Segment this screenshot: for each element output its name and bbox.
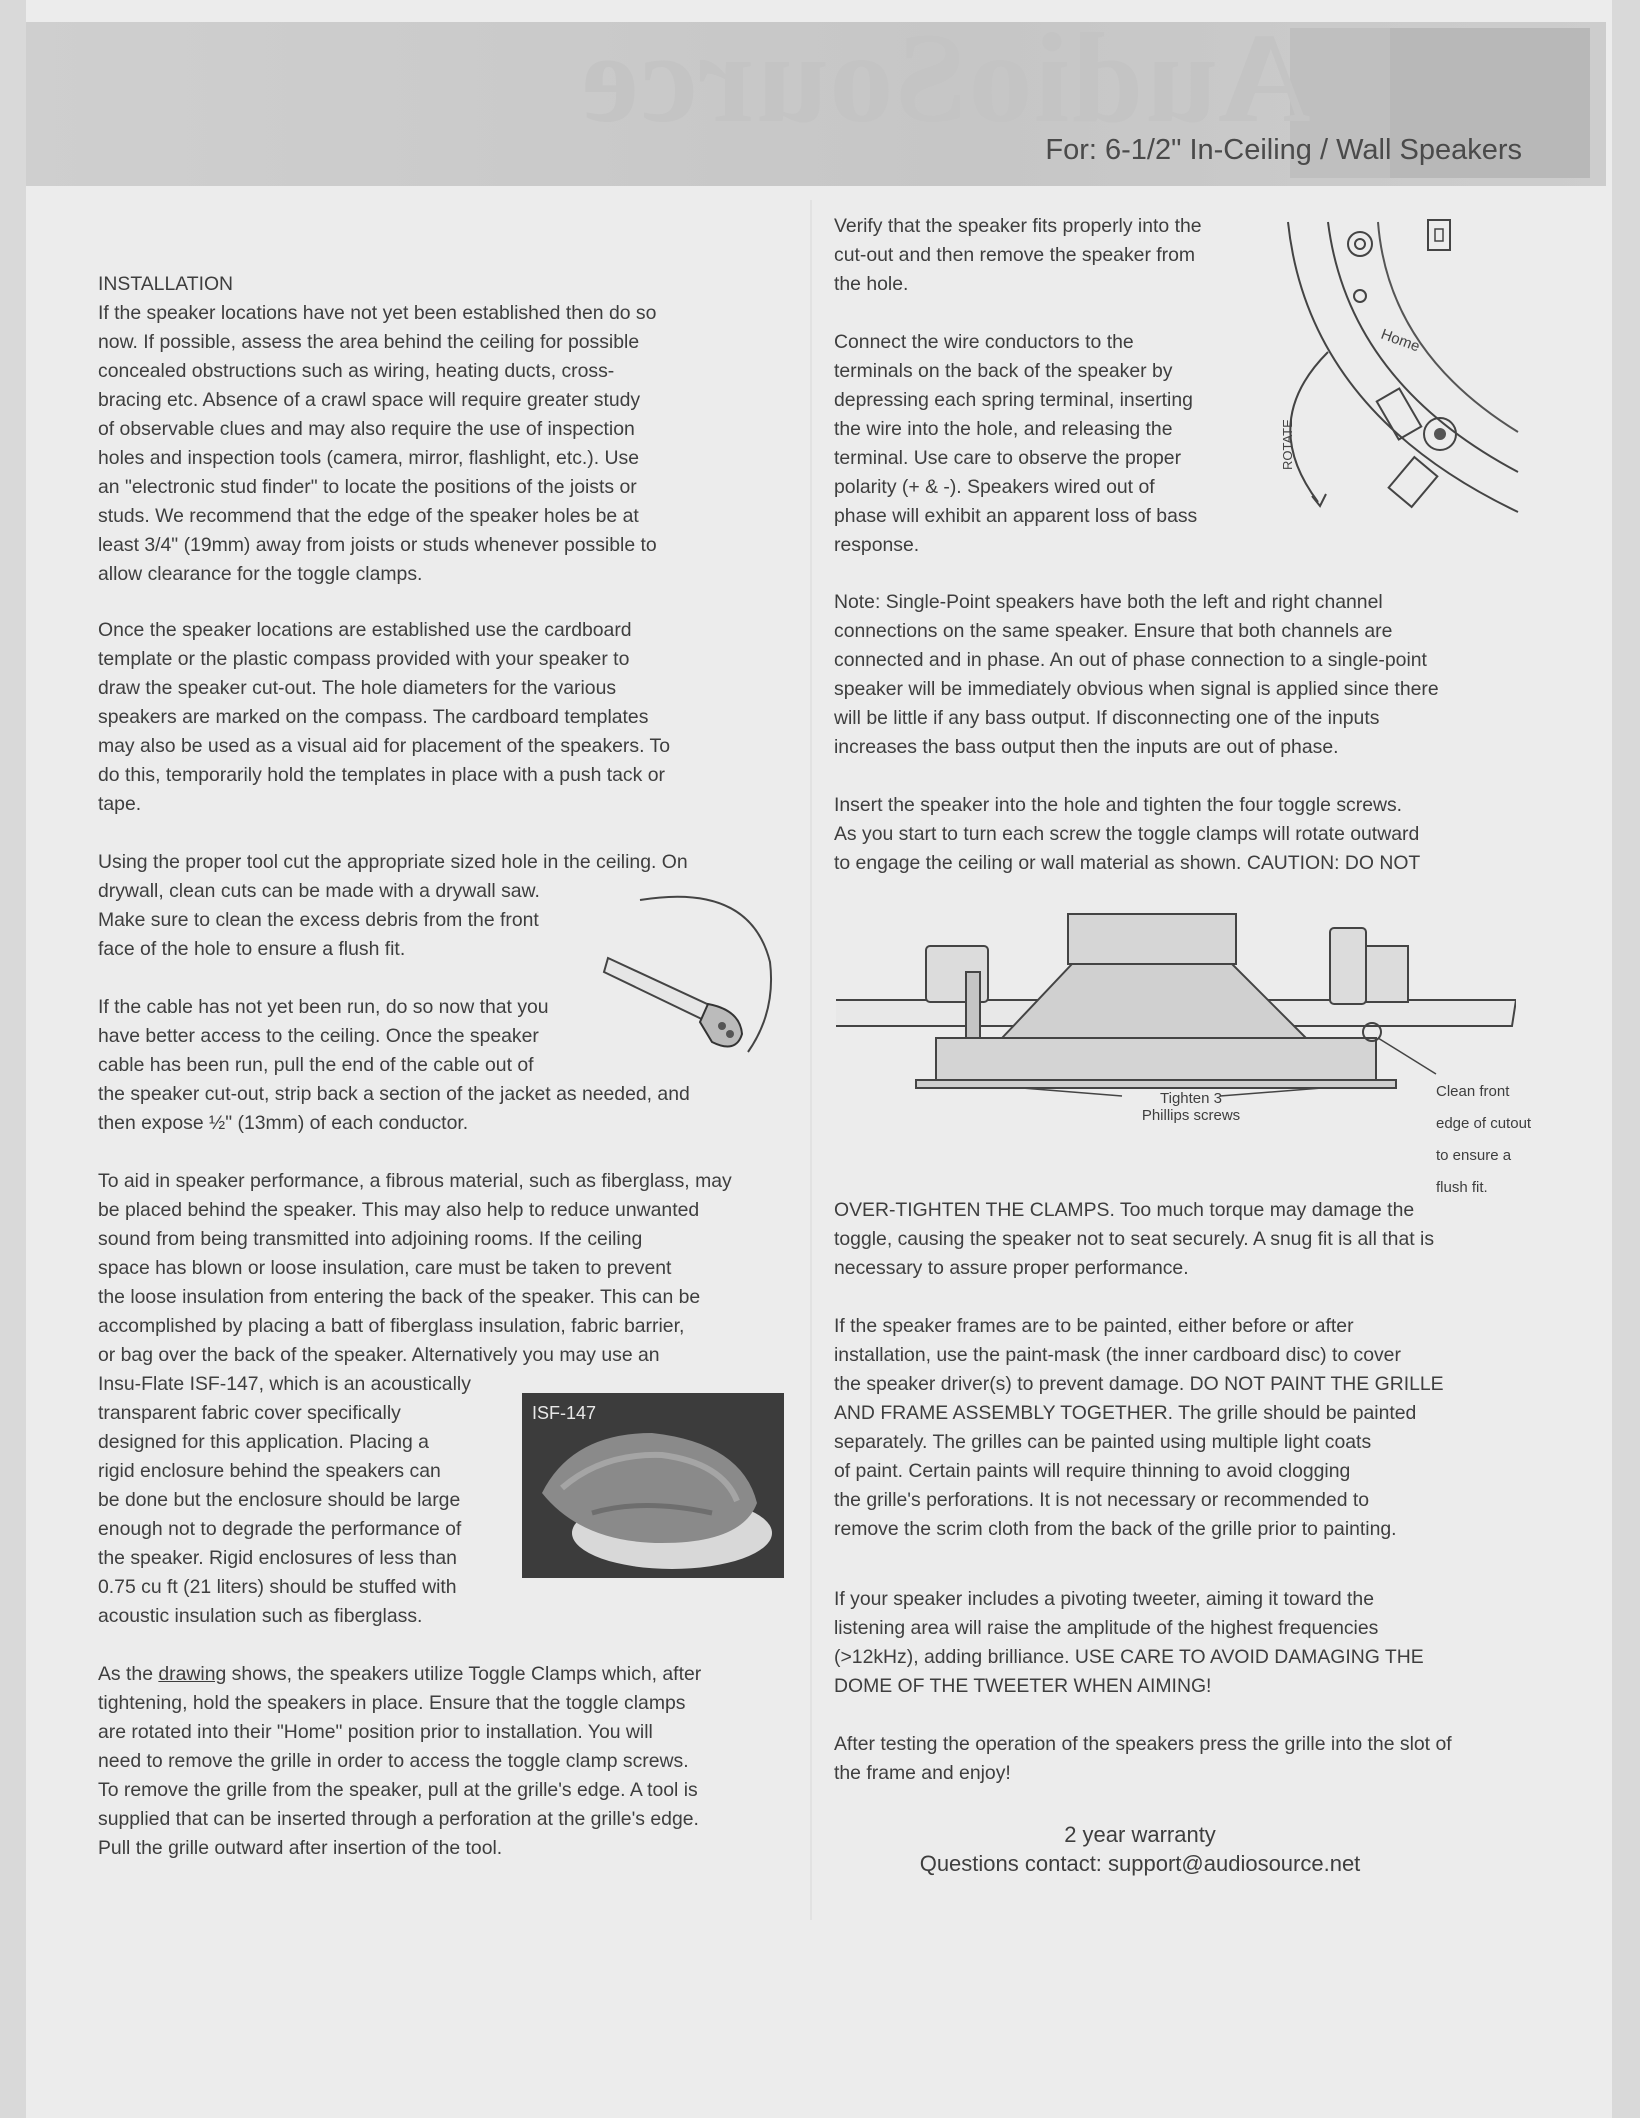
text-line: After testing the operation of the speakers press the grille into the slot of	[834, 1733, 1452, 1755]
text-line: will be little if any bass output. If disconnecting one of the inputs	[834, 707, 1380, 729]
toggle-clamp-diagram	[1268, 212, 1528, 532]
text-line: 0.75 cu ft (21 liters) should be stuffed with	[98, 1576, 457, 1598]
text-line: tape.	[98, 793, 142, 815]
diagram-label-line: flush fit.	[1436, 1179, 1488, 1196]
text-line: depressing each spring terminal, inserting	[834, 389, 1193, 411]
text-line: need to remove the grille in order to access the toggle clamp screws.	[98, 1750, 689, 1772]
text-line: Insu-Flate ISF-147, which is an acoustically	[98, 1373, 471, 1395]
paragraph-over-tighten	[834, 1196, 1434, 1283]
text-line: do this, temporarily hold the templates in place with a push tack or	[98, 764, 665, 786]
text-line: terminal. Use care to observe the proper	[834, 447, 1182, 469]
text-line: be done but the enclosure should be large	[98, 1489, 461, 1511]
paragraph-tweeter	[834, 1585, 1424, 1701]
text-line: response.	[834, 534, 920, 556]
text-line: cut-out and then remove the speaker from	[834, 244, 1196, 266]
clean-edge-label	[1436, 1068, 1531, 1211]
text-line: remove the scrim cloth from the back of the grille prior to painting.	[834, 1518, 1397, 1540]
drawing-link[interactable]: drawing	[158, 1663, 227, 1685]
photo-label: ISF-147	[532, 1403, 597, 1423]
insulation-cover-image	[522, 1393, 784, 1578]
text-line: Note: Single-Point speakers have both the left and right channel	[834, 591, 1383, 613]
page-fold	[810, 200, 812, 1920]
text-line: acoustic insulation such as fiberglass.	[98, 1605, 423, 1627]
text-line: phase will exhibit an apparent loss of bass	[834, 505, 1198, 527]
speaker-cross-section-diagram	[836, 908, 1516, 1098]
text-line: necessary to assure proper performance.	[834, 1257, 1189, 1279]
support-contact: Questions contact: support@audiosource.net	[919, 1851, 1361, 1876]
text-line: If your speaker includes a pivoting tweeter, aiming it toward the	[834, 1588, 1374, 1610]
text-line: supplied that can be inserted through a perforation at the grille's edge.	[98, 1808, 699, 1830]
text-line: have better access to the ceiling. Once the speaker	[98, 1025, 539, 1047]
paragraph-insert-speaker	[834, 791, 1420, 878]
paragraph-single-point-note	[834, 588, 1439, 762]
text-line: allow clearance for the toggle clamps.	[98, 563, 423, 585]
paragraph-toggle-clamps	[98, 1660, 701, 1863]
text-line: an "electronic stud finder" to locate the positions of the joists or	[98, 476, 637, 498]
text-line: be placed behind the speaker. This may also help to reduce unwanted	[98, 1199, 700, 1221]
text-line: AND FRAME ASSEMBLY TOGETHER. The grille should be painted	[834, 1402, 1417, 1424]
text-line: connected and in phase. An out of phase connection to a single-point	[834, 649, 1427, 671]
text-line: template or the plastic compass provided with your speaker to	[98, 648, 630, 670]
home-label: Home	[1378, 325, 1423, 356]
paragraph-painting	[834, 1312, 1444, 1544]
text-line: drywall, clean cuts can be made with a drywall saw.	[98, 880, 540, 902]
tighten-screws-label: Tighten 3 Phillips screws	[1141, 1090, 1241, 1124]
text-line: Once the speaker locations are established use the cardboard	[98, 619, 632, 641]
text-line: the grille's perforations. It is not necessary or recommended to	[834, 1489, 1370, 1511]
paragraph-wiring	[834, 328, 1197, 560]
text-line: bracing etc. Absence of a crawl space will require greater study	[98, 389, 641, 411]
paragraph-site-survey	[98, 299, 657, 589]
text-line: speaker will be immediately obvious when signal is applied since there	[834, 678, 1439, 700]
text-line: polarity (+ & -). Speakers wired out of	[834, 476, 1155, 498]
isf-147-photo	[522, 1393, 784, 1578]
diagram-label-line: to ensure a	[1436, 1147, 1512, 1164]
drawing-reference-rest: shows, the speakers utilize Toggle Clamps which, after	[226, 1663, 702, 1685]
text-line: listening area will raise the amplitude of the highest frequencies	[834, 1617, 1379, 1639]
text-line: installation, use the paint-mask (the inner cardboard disc) to cover	[834, 1344, 1401, 1366]
text-line: cable has been run, pull the end of the cable out of	[98, 1054, 534, 1076]
text-line: Pull the grille outward after insertion of the tool.	[98, 1837, 503, 1859]
text-line: the speaker driver(s) to prevent damage. DO NOT PAINT THE GRILLE	[834, 1373, 1444, 1395]
text-line: Verify that the speaker fits properly into the	[834, 215, 1202, 237]
drawing-reference-lead: As the	[98, 1663, 159, 1685]
text-line: DOME OF THE TWEETER WHEN AIMING!	[834, 1675, 1212, 1697]
text-line: connections on the same speaker. Ensure that both channels are	[834, 620, 1393, 642]
text-line: To aid in speaker performance, a fibrous material, such as fiberglass, may	[98, 1170, 732, 1192]
text-line: now. If possible, assess the area behind the ceiling for possible	[98, 331, 640, 353]
text-line: accomplished by placing a batt of fiberglass insulation, fabric barrier,	[98, 1315, 685, 1337]
brand-logo: AudioSource	[580, 7, 1311, 149]
text-line: the loose insulation from entering the back of the speaker. This can be	[98, 1286, 701, 1308]
text-line: holes and inspection tools (camera, mirror, flashlight, etc.). Use	[98, 447, 640, 469]
text-line: terminals on the back of the speaker by	[834, 360, 1173, 382]
text-line: Connect the wire conductors to the	[834, 331, 1134, 353]
paragraph-template	[98, 616, 670, 819]
text-line: are rotated into their "Home" position prior to installation. You will	[98, 1721, 653, 1743]
text-line: rigid enclosure behind the speakers can	[98, 1460, 441, 1482]
diagram-label-line: edge of cutout	[1436, 1115, 1532, 1132]
text-line: space has blown or loose insulation, care must be taken to prevent	[98, 1257, 672, 1279]
text-line: To remove the grille from the speaker, pull at the grille's edge. A tool is	[98, 1779, 698, 1801]
text-line: speakers are marked on the compass. The cardboard templates	[98, 706, 649, 728]
warranty-text: 2 year warranty	[1064, 1822, 1216, 1847]
text-line: or bag over the back of the speaker. Alternatively you may use an	[98, 1344, 660, 1366]
text-line: to engage the ceiling or wall material as shown. CAUTION: DO NOT	[834, 852, 1421, 874]
text-line: toggle, causing the speaker not to seat securely. A snug fit is all that is	[834, 1228, 1435, 1250]
text-line: face of the hole to ensure a flush fit.	[98, 938, 406, 960]
text-line: As you start to turn each screw the toggle clamps will rotate outward	[834, 823, 1420, 845]
text-line: of paint. Certain paints will require thinning to avoid clogging	[834, 1460, 1351, 1482]
rotate-label: ROTATE	[1280, 419, 1295, 470]
text-line: the speaker cut-out, strip back a section of the jacket as needed, and	[98, 1083, 690, 1105]
text-line: least 3/4" (19mm) away from joists or studs whenever possible to	[98, 534, 657, 556]
text-line: studs. We recommend that the edge of the speaker holes be at	[98, 505, 639, 527]
text-line: may also be used as a visual aid for placement of the speakers. To	[98, 735, 670, 757]
text-line: increases the bass output then the inputs are out of phase.	[834, 736, 1339, 758]
text-line: then expose ½" (13mm) of each conductor.	[98, 1112, 469, 1134]
text-line: of observable clues and may also require the use of inspection	[98, 418, 635, 440]
text-line: If the speaker frames are to be painted, either before or after	[834, 1315, 1354, 1337]
text-line: the speaker. Rigid enclosures of less than	[98, 1547, 457, 1569]
text-line: If the speaker locations have not yet been established then do so	[98, 302, 657, 324]
text-line: concealed obstructions such as wiring, heating ducts, cross-	[98, 360, 615, 382]
text-line: Using the proper tool cut the appropriate sized hole in the ceiling. On	[98, 851, 688, 873]
text-line: If the cable has not yet been run, do so now that you	[98, 996, 549, 1018]
paragraph-verify-fit	[834, 212, 1202, 299]
installation-heading: INSTALLATION	[98, 273, 234, 295]
paragraph-grille	[834, 1730, 1452, 1788]
text-line: tightening, hold the speakers in place. Ensure that the toggle clamps	[98, 1692, 686, 1714]
text-line: designed for this application. Placing a	[98, 1431, 429, 1453]
text-line: enough not to degrade the performance of	[98, 1518, 462, 1540]
text-line: OVER-TIGHTEN THE CLAMPS. Too much torque may damage the	[834, 1199, 1415, 1221]
drywall-saw-illustration	[600, 892, 780, 1062]
text-line: sound from being transmitted into adjoining rooms. If the ceiling	[98, 1228, 643, 1250]
text-line: transparent fabric cover specifically	[98, 1402, 401, 1424]
text-line: (>12kHz), adding brilliance. USE CARE TO AVOID DAMAGING THE	[834, 1646, 1424, 1668]
text-line: draw the speaker cut-out. The hole diameters for the various	[98, 677, 617, 699]
text-line: separately. The grilles can be painted using multiple light coats	[834, 1431, 1372, 1453]
text-line: Insert the speaker into the hole and tighten the four toggle screws.	[834, 794, 1403, 816]
text-line: the frame and enjoy!	[834, 1762, 1011, 1784]
text-line: the wire into the hole, and releasing the	[834, 418, 1173, 440]
product-line: For: 6-1/2" In-Ceiling / Wall Speakers	[1045, 134, 1522, 166]
text-line: Make sure to clean the excess debris from the front	[98, 909, 539, 931]
diagram-label-line: Clean front	[1436, 1083, 1510, 1100]
text-line: the hole.	[834, 273, 909, 295]
